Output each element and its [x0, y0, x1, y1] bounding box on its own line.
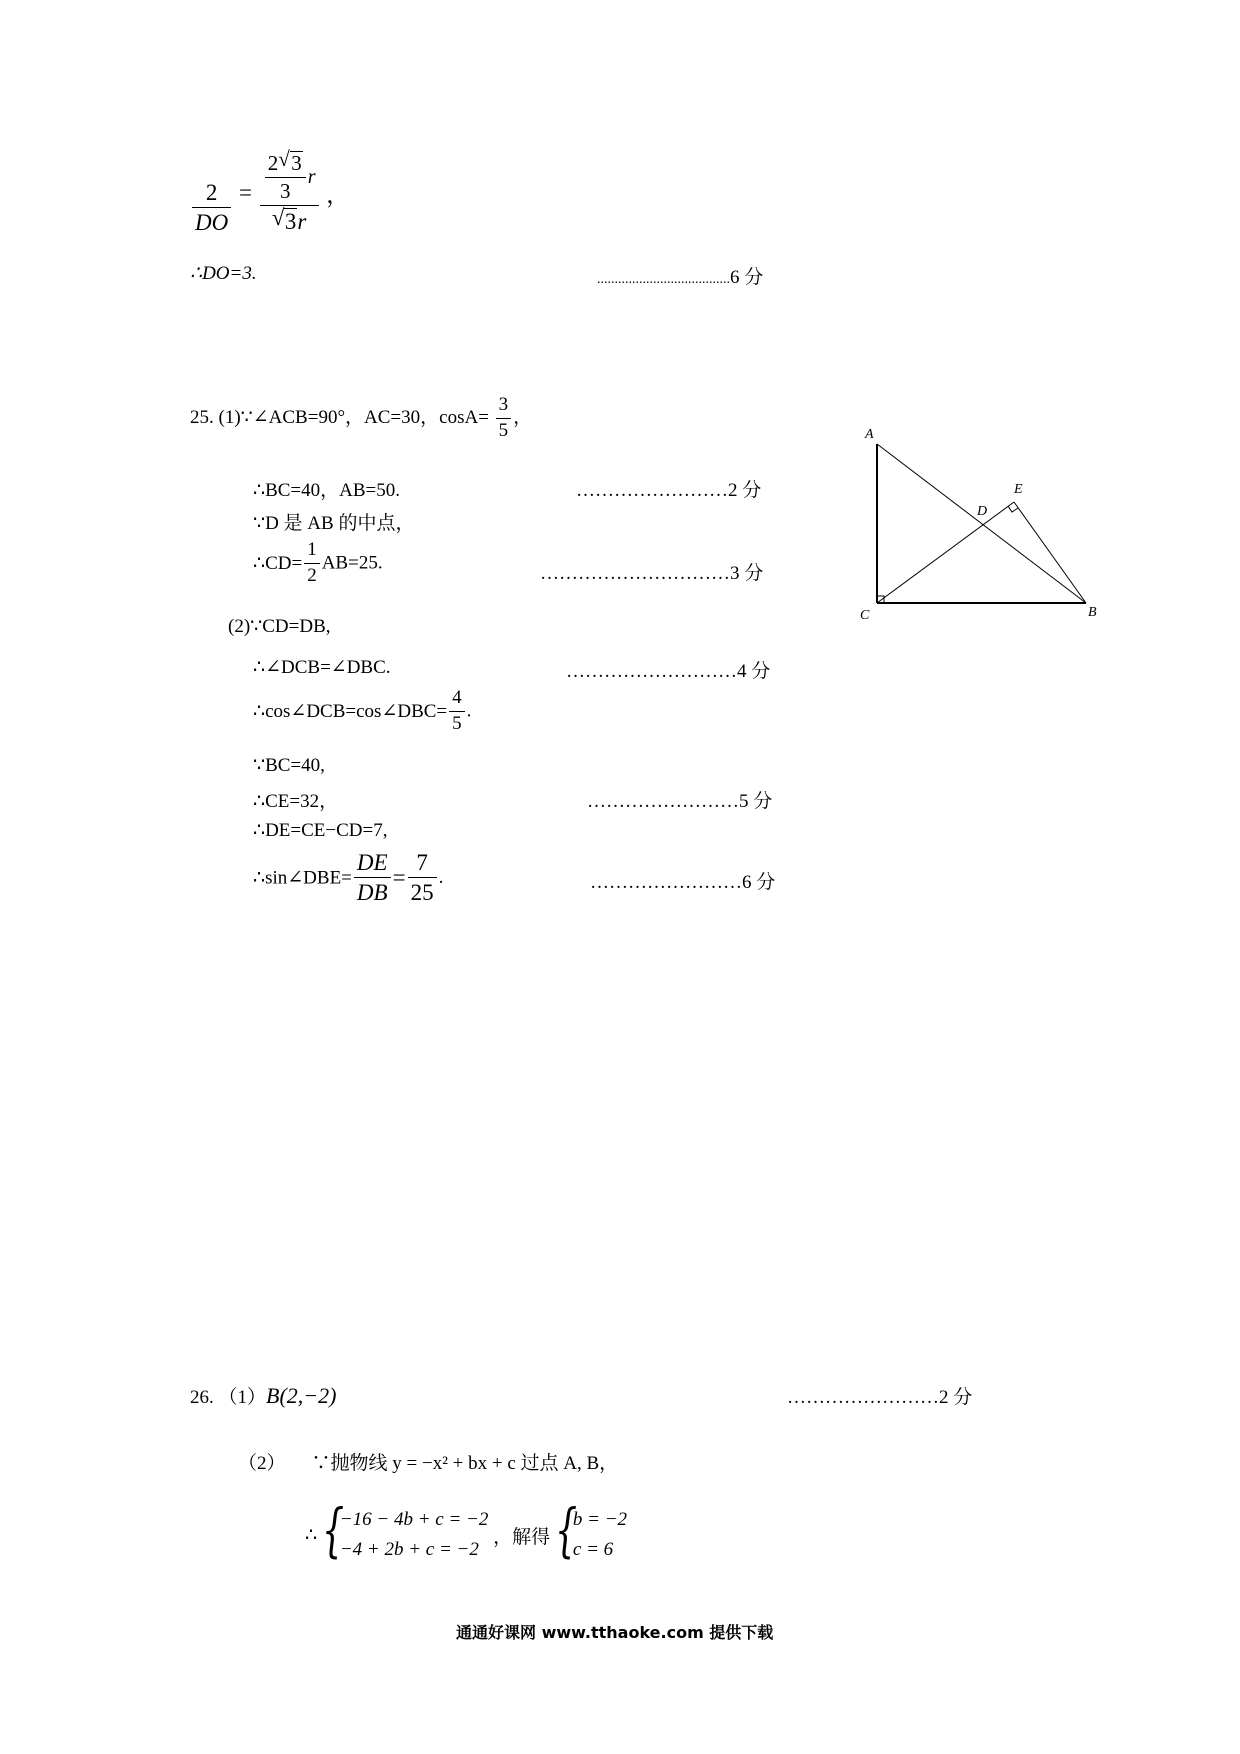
label-c: C	[860, 608, 870, 623]
line-do-result: ∴DO=3.	[190, 263, 257, 284]
p25-line-bc-ab: ∴BC=40，AB=50.	[253, 480, 401, 501]
fraction-4-5: $\frac{4}{5}$	[449, 688, 465, 735]
p26-system: ∴ { −16 − 4b + c = −2 −4 + 2b + c = −2 ，解得 { b = −2 c = 6	[305, 1496, 628, 1564]
equation-do-ratio: $\frac{2}{DO}$ = 2 √ 3 3 r √ 3r ，	[190, 150, 349, 236]
score-4-p25: ………………………4 分	[566, 661, 771, 682]
label-b: B	[1088, 605, 1097, 620]
p25-line-sin: ∴sin∠DBE= $\frac{DE}{DB}$ = $\frac{7}{25}$ .	[253, 850, 444, 906]
segment-eb	[1014, 502, 1086, 603]
score-2-p25: ……………………2 分	[576, 480, 762, 501]
score-6-p25: ……………………6 分	[590, 872, 776, 893]
fraction-7-25: $\frac{7}{25}$	[408, 850, 437, 906]
score-6-top: ......................................6 分	[597, 267, 764, 288]
p25-line-cd: ∴CD= $\frac{1}{2}$ AB=25.	[253, 539, 383, 586]
score-2-p26: ……………………2 分	[787, 1387, 973, 1408]
p25-line-cos: ∴cos∠DCB=cos∠DBC= $\frac{4}{5}$ .	[253, 687, 472, 734]
fraction-2-over-do: $\frac{2}{DO}$	[192, 180, 231, 236]
p25-line-bc40: ∵BC=40,	[253, 755, 325, 776]
score-5-p25: ……………………5 分	[587, 791, 773, 812]
p25-part2-head: (2)∵CD=DB,	[228, 616, 331, 637]
p25-line-midpoint: ∵D 是 AB 的中点，	[253, 513, 415, 534]
segment-ab	[877, 444, 1086, 603]
equation-system-1: { −16 − 4b + c = −2 −4 + 2b + c = −2	[321, 1496, 489, 1564]
fraction-de-db: $\frac{DE}{DB}$	[354, 850, 391, 906]
label-e: E	[1014, 482, 1023, 497]
p26-head: 26. （1）B(2,−2)	[190, 1383, 337, 1408]
fraction-1-2: $\frac{1}{2}$	[304, 540, 320, 587]
p26-part2: （2） ∵抛物线 y = −x² + bx + c 过点 A, B，	[238, 1453, 619, 1474]
fraction-compound: 2 √ 3 3 r √ 3r	[260, 151, 319, 234]
p25-line-angles: ∴∠DCB=∠DBC.	[253, 657, 391, 678]
page-footer: 通通好课网 www.tthaoke.com 提供下载	[456, 1623, 774, 1642]
fraction-3-5: $\frac{3}{5}$	[496, 395, 512, 442]
label-a: A	[865, 427, 874, 442]
equation-system-2: { b = −2 c = 6	[554, 1496, 628, 1564]
label-d: D	[977, 504, 988, 519]
p25-head: 25. (1)∵∠ACB=90°，AC=30，cosA= $\frac{3}{5}$ ，	[190, 394, 533, 441]
segment-ce	[877, 502, 1014, 603]
p25-line-de: ∴DE=CE−CD=7,	[253, 820, 388, 841]
triangle-figure	[850, 420, 1120, 630]
score-3-p25: …………………………3 分	[540, 563, 764, 584]
right-angle-mark-e	[1008, 506, 1018, 512]
p25-line-ce: ∴CE=32，	[253, 791, 339, 812]
